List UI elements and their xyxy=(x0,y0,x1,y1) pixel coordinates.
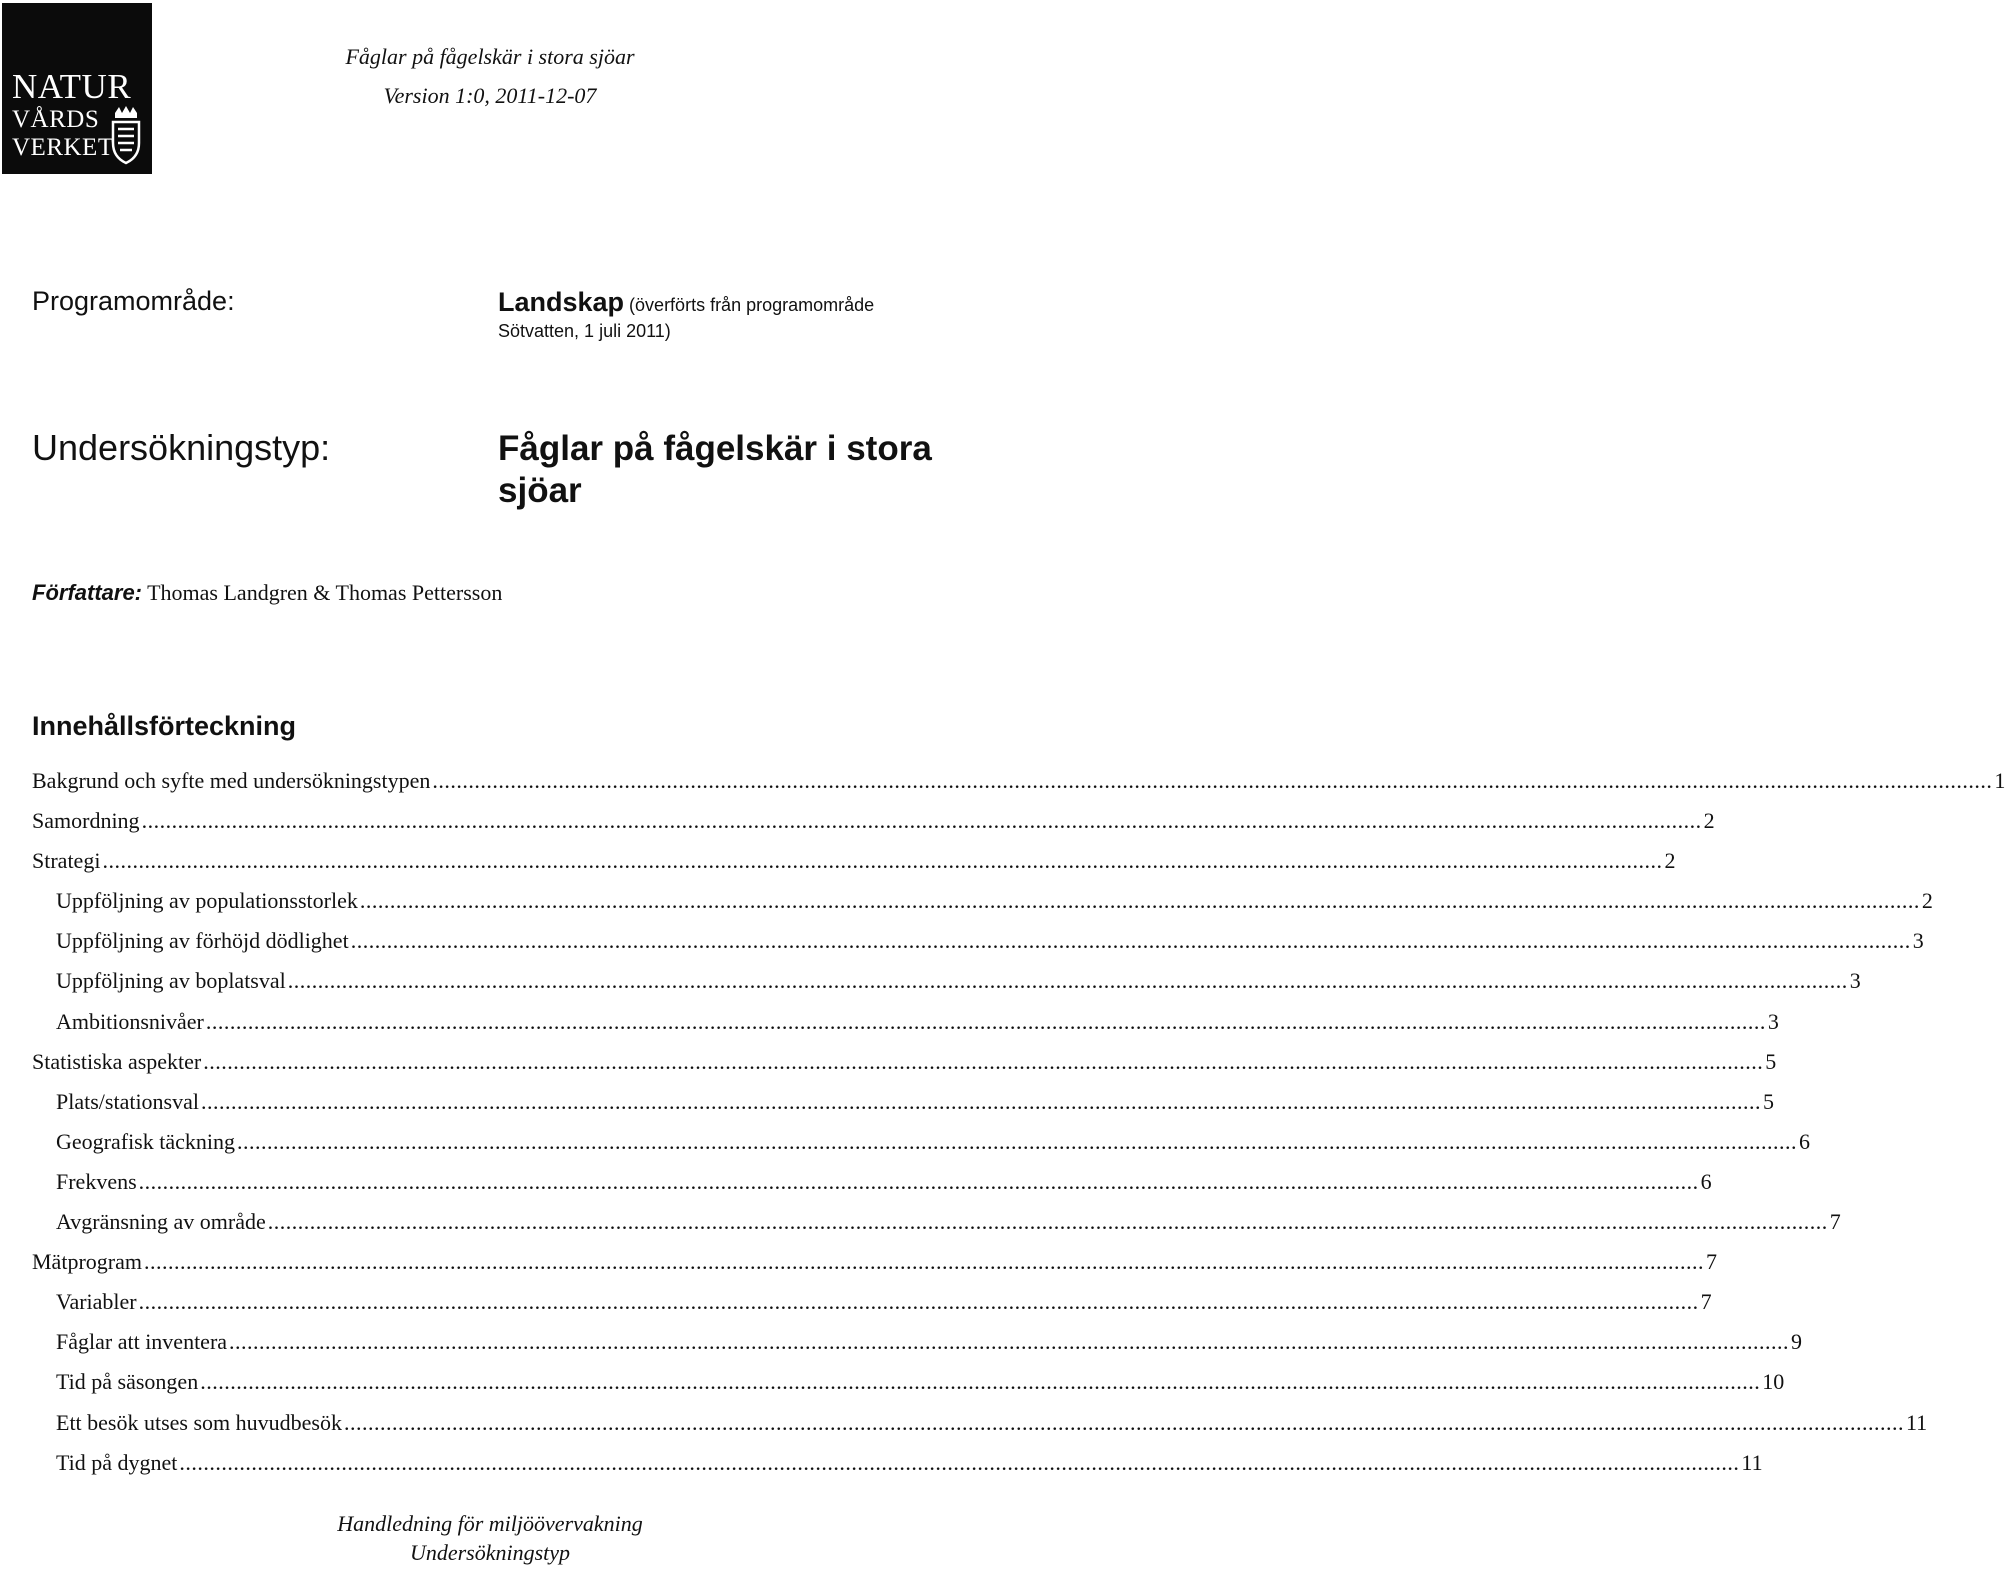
program-value xyxy=(498,289,948,344)
toc-entry-page: 3 xyxy=(1912,928,1924,954)
toc-entry[interactable] xyxy=(32,928,1924,968)
toc-entry[interactable] xyxy=(32,848,1676,888)
toc-entry-page: 2 xyxy=(1703,808,1715,834)
toc-entry-page: 7 xyxy=(1705,1249,1717,1275)
toc-entry-title: Avgränsning av område xyxy=(56,1209,266,1235)
toc-dot-leader: .................................................................................................................................................................................................................................................................... xyxy=(205,1008,1766,1034)
toc-entry-page: 11 xyxy=(1906,1409,1928,1435)
toc-entry[interactable] xyxy=(32,1168,1712,1209)
toc-entry-title: Tid på säsongen xyxy=(56,1369,199,1395)
toc-entry[interactable] xyxy=(32,888,1933,928)
toc-dot-leader: .................................................................................................................................................................................................................................................................... xyxy=(350,928,1911,954)
footer-line-2: Undersökningstyp xyxy=(409,1540,571,1565)
toc-entry-title: Strategi xyxy=(32,848,101,874)
toc-entry-page: 6 xyxy=(1799,1128,1810,1154)
toc-dot-leader: .................................................................................................................................................................................................................................................................... xyxy=(344,1409,1904,1435)
toc-dot-leader: .................................................................................................................................................................................................................................................................... xyxy=(102,848,1663,874)
toc-dot-leader: .................................................................................................................................................................................................................................................................... xyxy=(138,1289,1699,1315)
logo-line-3: VERKET xyxy=(12,134,114,161)
authors-line xyxy=(32,580,502,606)
toc-entry-page: 2 xyxy=(1921,888,1933,914)
toc-dot-leader: .................................................................................................................................................................................................................................................................... xyxy=(267,1209,1828,1235)
toc-entry[interactable] xyxy=(32,1088,1774,1129)
toc-dot-leader: .................................................................................................................................................................................................................................................................... xyxy=(359,888,1920,914)
toc-entry-page: 7 xyxy=(1829,1209,1841,1235)
toc-entry[interactable] xyxy=(32,808,1715,848)
toc-entry-page: 7 xyxy=(1700,1289,1712,1315)
crown-crest-icon xyxy=(108,105,144,165)
toc-entry-page: 1 xyxy=(1994,768,2005,793)
toc-entry-title: Frekvens xyxy=(56,1168,137,1194)
toc-entry-page: 5 xyxy=(1763,1088,1774,1114)
toc-dot-leader: .................................................................................................................................................................................................................................................................... xyxy=(432,768,1993,793)
toc-entry[interactable] xyxy=(32,1249,1717,1289)
toc-entry-title: Ett besök utses som huvudbesök xyxy=(56,1409,342,1435)
toc-entry-title: Uppföljning av förhöjd dödlighet xyxy=(56,928,349,954)
toc-entry-title: Variabler xyxy=(56,1289,137,1315)
survey-type-label: Undersökningstyp: xyxy=(32,427,331,468)
toc-entry[interactable] xyxy=(32,1369,1785,1409)
toc-entry-title: Ambitionsnivåer xyxy=(56,1008,204,1034)
toc-entry-page: 3 xyxy=(1849,968,1861,994)
toc-dot-leader: .................................................................................................................................................................................................................................................................... xyxy=(143,1249,1704,1275)
toc-entry-title: Uppföljning av boplatsval xyxy=(56,968,286,994)
toc-entry-page: 11 xyxy=(1741,1449,1763,1475)
toc-entry-page: 5 xyxy=(1765,1048,1777,1074)
toc-dot-leader: .................................................................................................................................................................................................................................................................... xyxy=(179,1449,1740,1475)
toc-entry-title: Fåglar att inventera xyxy=(56,1329,228,1355)
toc-entry-page: 6 xyxy=(1700,1168,1712,1194)
logo-line-2: VÅRDS xyxy=(12,106,100,133)
toc-entry-title: Statistiska aspekter xyxy=(32,1048,202,1074)
document-title: Fåglar på fågelskär i stora sjöar xyxy=(345,44,635,69)
toc-dot-leader: .................................................................................................................................................................................................................................................................... xyxy=(138,1168,1699,1194)
toc-entry-title: Tid på dygnet xyxy=(56,1449,178,1475)
toc-dot-leader: .................................................................................................................................................................................................................................................................... xyxy=(141,808,1702,834)
toc-entry[interactable] xyxy=(32,1409,1928,1450)
toc-dot-leader: .................................................................................................................................................................................................................................................................... xyxy=(287,968,1848,994)
toc-entry[interactable] xyxy=(32,1289,1712,1329)
toc-entry-page: 3 xyxy=(1767,1008,1779,1034)
toc-entry-page: 10 xyxy=(1762,1369,1785,1395)
logo-line-1: NATUR xyxy=(12,67,132,106)
toc-entry-page: 9 xyxy=(1791,1329,1803,1355)
program-label: Programområde: xyxy=(32,286,235,316)
program-value-note: (överförts från programområde Sötvatten, 1 juli 2011) xyxy=(498,295,875,341)
toc-entry-title: Plats/stationsval xyxy=(56,1088,199,1114)
toc-entry-title: Bakgrund och syfte med undersökningstypen xyxy=(32,768,431,793)
toc-entry-title: Geografisk täckning xyxy=(56,1128,235,1154)
table-of-contents xyxy=(32,768,2005,1490)
toc-dot-leader: .................................................................................................................................................................................................................................................................... xyxy=(201,1088,1761,1114)
survey-type-value: Fåglar på fågelskär i stora sjöar xyxy=(498,429,932,510)
footer-line-1: Handledning för miljöövervakning xyxy=(337,1511,643,1536)
toc-entry-title: Uppföljning av populationsstorlek xyxy=(56,888,358,914)
program-value-strong: Landskap xyxy=(498,287,625,317)
toc-entry[interactable] xyxy=(32,1128,1810,1169)
toc-entry[interactable] xyxy=(32,768,2005,808)
toc-entry-title: Mätprogram xyxy=(32,1249,142,1275)
toc-dot-leader: .................................................................................................................................................................................................................................................................... xyxy=(229,1329,1790,1355)
authors-label: Författare: xyxy=(32,580,143,605)
toc-dot-leader: .................................................................................................................................................................................................................................................................... xyxy=(203,1048,1764,1074)
toc-heading: Innehållsförteckning xyxy=(32,711,297,741)
toc-entry[interactable] xyxy=(32,1048,1777,1089)
document-version: Version 1:0, 2011-12-07 xyxy=(383,83,597,108)
authors-names: Thomas Landgren & Thomas Pettersson xyxy=(142,580,503,605)
toc-entry[interactable] xyxy=(32,1329,1803,1369)
toc-entry[interactable] xyxy=(32,1209,1841,1249)
toc-dot-leader: .................................................................................................................................................................................................................................................................... xyxy=(200,1369,1761,1395)
toc-entry-page: 2 xyxy=(1664,848,1676,874)
toc-entry[interactable] xyxy=(32,968,1861,1008)
toc-entry-title: Samordning xyxy=(32,808,140,834)
toc-dot-leader: .................................................................................................................................................................................................................................................................... xyxy=(237,1128,1797,1154)
toc-entry[interactable] xyxy=(32,1449,1763,1490)
toc-entry[interactable] xyxy=(32,1008,1779,1049)
